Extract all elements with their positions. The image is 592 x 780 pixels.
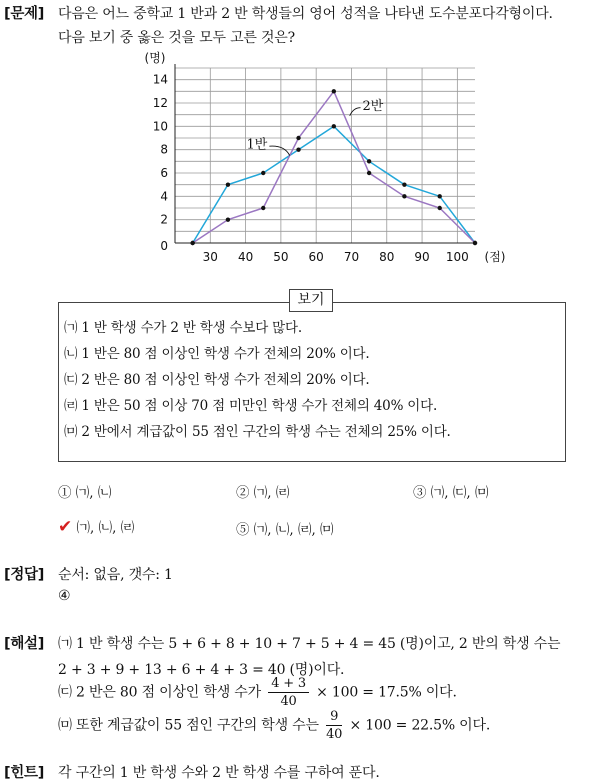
- fraction-numerator: 9: [326, 709, 342, 726]
- y-axis-unit-label: (명): [144, 51, 166, 65]
- choice-1[interactable]: [58, 481, 111, 501]
- series-1-point-95: [438, 194, 442, 198]
- series-2-point-85: [402, 194, 406, 198]
- answer-number: ④: [58, 588, 71, 604]
- series-2-point-75: [367, 171, 371, 175]
- frequency-polygon-chart: [130, 46, 510, 271]
- solution-line3-pre: ㈂ 2 반은 80 점 이상인 학생 수가: [58, 684, 261, 701]
- choice-2-text: ㈀, ㈃: [253, 485, 290, 501]
- solution-line1: ㈀ 1 반 학생 수는 5 + 6 + 8 + 10 + 7 + 5 + 4 = 45 (명)이고, 2 반의 학생 수는: [58, 636, 561, 652]
- solution-line4-pre: ㈄ 또한 계급값이 55 점인 구간의 학생 수는: [58, 717, 319, 734]
- solution-line4: [58, 709, 490, 742]
- choice-5-mark: ⑤: [236, 522, 250, 538]
- solution-label: [해설]: [4, 636, 45, 652]
- series-2-point-65: [332, 89, 336, 93]
- y-tick-label-2: 2: [160, 212, 168, 227]
- choice-2-mark: ②: [236, 485, 250, 501]
- bogi-title: 보기: [289, 289, 333, 312]
- fraction-numerator: 4 + 3: [268, 676, 309, 693]
- series-2-point-35: [226, 217, 230, 221]
- problem-text-line2: 다음 보기 중 옳은 것을 모두 고른 것은?: [58, 30, 295, 46]
- series-2-point-95: [438, 206, 442, 210]
- chart-labels: [247, 98, 384, 156]
- fraction-denominator: 40: [280, 694, 297, 709]
- series-2-point-25: [190, 241, 194, 245]
- series-1-point-75: [367, 159, 371, 163]
- chart-grid: [175, 68, 475, 243]
- bogi-item-3: ㈂ 2 반은 80 점 이상인 학생 수가 전체의 20% 이다.: [64, 372, 370, 388]
- problem-text-line1: 다음은 어느 중학교 1 반과 2 반 학생들의 영어 성적을 나타낸 도수분포다각형이다.: [58, 6, 553, 22]
- bogi-item-2: ㈁ 1 반은 80 점 이상인 학생 수가 전체의 20% 이다.: [64, 346, 370, 362]
- bogi-item-5: ㈄ 2 반에서 계급값이 55 점인 구간의 학생 수는 전체의 25% 이다.: [64, 424, 451, 440]
- fraction-denominator: 40: [326, 727, 343, 742]
- x-tick-label-80: 80: [379, 250, 395, 264]
- series-line-2: [193, 91, 475, 243]
- fraction-4plus3-over-40: [268, 676, 309, 709]
- choice-1-text: ㈀, ㈁: [75, 485, 112, 501]
- series-2-point-105: [473, 241, 477, 245]
- choice-4[interactable]: [58, 516, 134, 537]
- choice-5-text: ㈀, ㈁, ㈃, ㈄: [253, 522, 334, 538]
- x-tick-label-30: 30: [202, 250, 218, 264]
- y-tick-label-6: 6: [160, 166, 168, 180]
- y-tick-label-12: 12: [152, 96, 168, 110]
- series-2-point-55: [296, 136, 300, 140]
- chart-series: [190, 89, 477, 245]
- series-1-leader: [269, 146, 289, 155]
- choice-1-mark: ①: [58, 485, 72, 501]
- solution-line3-post: × 100 = 17.5% 이다.: [316, 684, 457, 701]
- fraction-9-over-40: [326, 709, 342, 742]
- solution-line2: 2 + 3 + 9 + 13 + 6 + 4 + 3 = 40 (명)이다.: [58, 662, 345, 678]
- hint-label: [힌트]: [4, 765, 45, 780]
- x-tick-label-50: 50: [273, 250, 289, 264]
- problem-label: [문제]: [4, 6, 45, 22]
- series-1-point-65: [332, 124, 336, 128]
- choice-5[interactable]: [236, 518, 334, 538]
- x-axis-unit-label: (점): [484, 250, 506, 264]
- choice-3[interactable]: [413, 481, 488, 501]
- series-1-point-85: [402, 182, 406, 186]
- choice-2[interactable]: [236, 481, 289, 501]
- y-tick-label-14: 14: [152, 72, 168, 87]
- x-tick-label-60: 60: [308, 250, 324, 264]
- x-tick-label-40: 40: [237, 250, 254, 264]
- hint-text: 각 구간의 1 반 학생 수와 2 반 학생 수를 구하여 푼다.: [58, 765, 380, 780]
- x-tick-label-100: 100: [445, 250, 469, 264]
- solution-line4-post: × 100 = 22.5% 이다.: [349, 717, 491, 734]
- series-1-point-55: [296, 147, 300, 151]
- bogi-item-1: ㈀ 1 반 학생 수가 2 반 학생 수보다 많다.: [64, 320, 302, 336]
- y-tick-label-0: 0: [160, 239, 168, 253]
- choice-3-text: ㈀, ㈂, ㈄: [430, 485, 489, 501]
- bogi-item-4: ㈃ 1 반은 50 점 이상 70 점 미만인 학생 수가 전체의 40% 이다.: [64, 398, 438, 414]
- series-1-point-45: [261, 171, 265, 175]
- x-tick-label-70: 70: [343, 250, 360, 264]
- choice-4-text: ㈀, ㈁, ㈃: [76, 520, 135, 536]
- x-tick-label-90: 90: [414, 250, 430, 264]
- series-1-label: 1반: [246, 137, 268, 153]
- choice-3-mark: ③: [413, 485, 427, 501]
- y-tick-label-4: 4: [160, 189, 168, 204]
- y-tick-label-10: 10: [152, 119, 168, 134]
- checkmark-icon: ✔: [58, 517, 73, 537]
- series-2-label: 2반: [362, 99, 384, 114]
- series-1-point-35: [226, 182, 230, 186]
- solution-line3: [58, 676, 457, 709]
- series-2-point-45: [261, 206, 265, 210]
- answer-order-count: 순서: 없음, 갯수: 1: [58, 567, 173, 583]
- answer-label: [정답]: [4, 567, 45, 583]
- y-tick-label-8: 8: [160, 142, 168, 157]
